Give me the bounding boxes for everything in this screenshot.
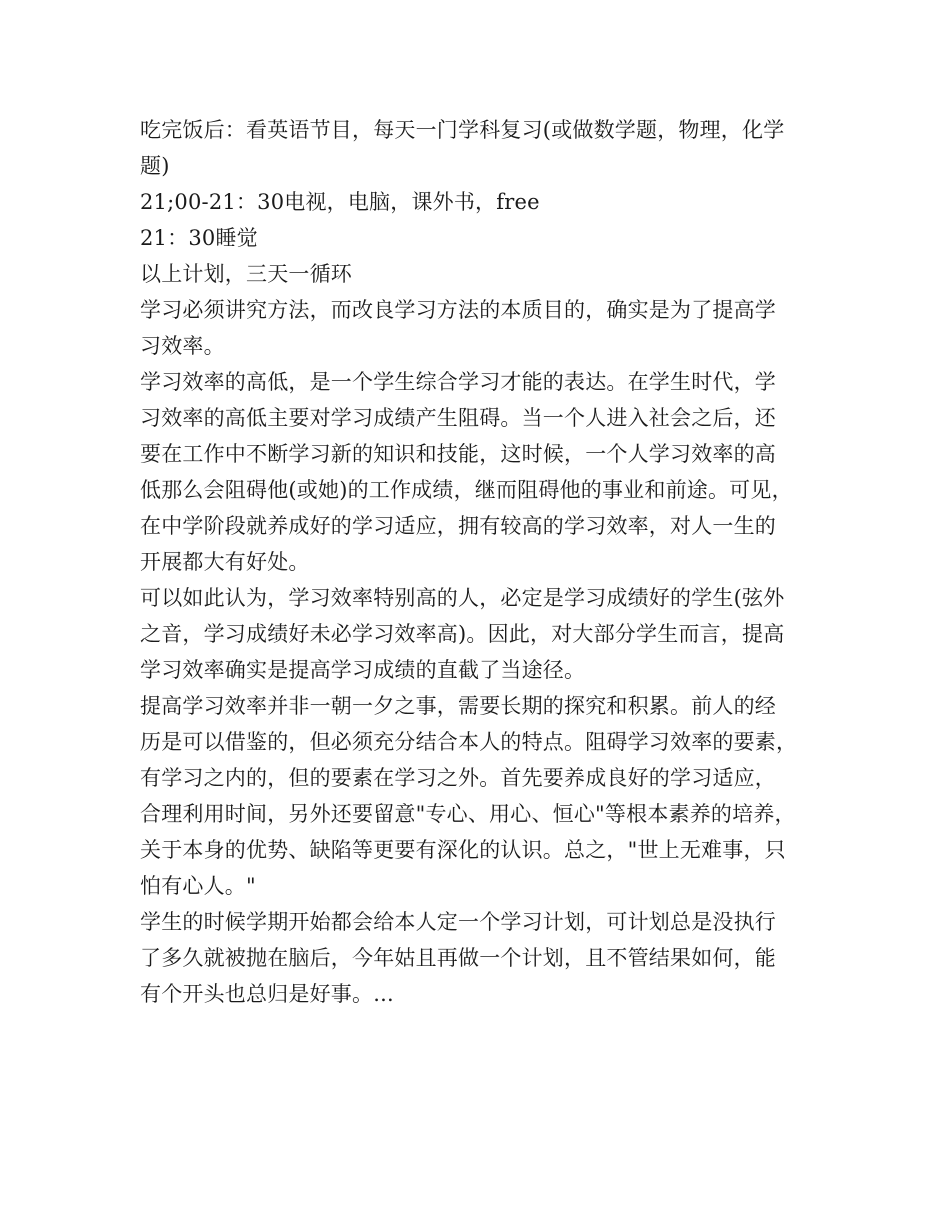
- document-body: [140, 112, 812, 1012]
- text-line: 要在工作中不断学习新的知识和技能，这时候，一个人学习效率的高: [140, 442, 776, 466]
- text-line: 了多久就被抛在脑后，今年姑且再做一个计划，且不管结果如何，能: [140, 946, 776, 970]
- text-line: 吃完饭后：看英语节目，每天一门学科复习(或做数学题，物理，化学: [140, 118, 785, 142]
- text-line: 学生的时候学期开始都会给本人定一个学习计划，可计划总是没执行: [140, 910, 776, 934]
- text-line: 历是可以借鉴的，但必须充分结合本人的特点。阻碍学习效率的要素，: [140, 730, 798, 754]
- text-line: 之音，学习成绩好未必学习效率高)。因此，对大部分学生而言，提高: [140, 622, 785, 646]
- text-line: 在中学阶段就养成好的学习适应，拥有较高的学习效率，对人一生的: [140, 514, 776, 538]
- text-line: 题): [140, 154, 170, 178]
- text-line: 21：30睡觉: [140, 226, 258, 250]
- text-line: 提高学习效率并非一朝一夕之事，需要长期的探究和积累。前人的经: [140, 694, 776, 718]
- text-line: 21;00-21：30电视，电脑，课外书，free: [140, 190, 540, 214]
- text-line: 关于本身的优势、缺陷等更要有深化的认识。总之，"世上无难事，只: [140, 838, 786, 862]
- text-line: 以上计划，三天一循环: [140, 262, 352, 286]
- text-line: 可以如此认为，学习效率特别高的人，必定是学习成绩好的学生(弦外: [140, 586, 785, 610]
- text-line: 学习必须讲究方法，而改良学习方法的本质目的，确实是为了提高学: [140, 298, 776, 322]
- text-line: 习效率。: [140, 334, 225, 358]
- text-line: 开展都大有好处。: [140, 550, 310, 574]
- text-line: 有学习之内的，但的要素在学习之外。首先要养成良好的学习适应，: [140, 766, 776, 790]
- text-line: 怕有心人。": [140, 874, 256, 898]
- text-line: 学习效率的高低，是一个学生综合学习才能的表达。在学生时代，学: [140, 370, 776, 394]
- text-line: 低那么会阻碍他(或她)的工作成绩，继而阻碍他的事业和前途。可见，: [140, 478, 793, 502]
- text-line: 学习效率确实是提高学习成绩的直截了当途径。: [140, 658, 586, 682]
- text-line: 习效率的高低主要对学习成绩产生阻碍。当一个人进入社会之后，还: [140, 406, 776, 430]
- text-line: 合理利用时间，另外还要留意"专心、用心、恒心"等根本素养的培养，: [140, 802, 796, 826]
- text-line: 有个开头也总归是好事。...: [140, 982, 394, 1006]
